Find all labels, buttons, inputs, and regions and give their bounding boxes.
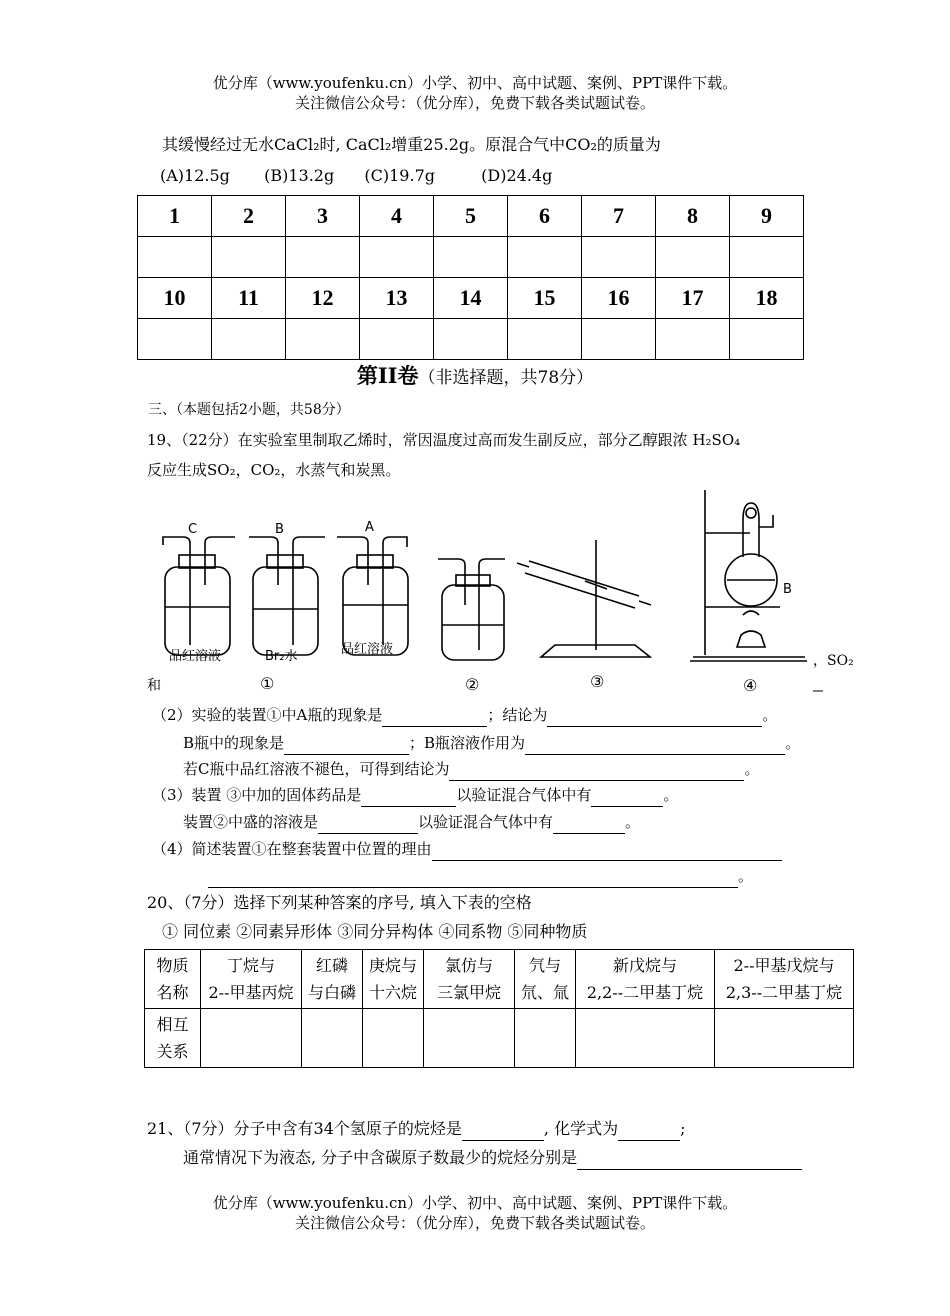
answer-number: 15	[508, 278, 582, 319]
relation-cell[interactable]	[576, 1009, 715, 1068]
pair-text: 十六烷	[368, 983, 417, 1002]
q21-text-a: 21、（7分）分子中含有34个氢原子的烷烃是	[147, 1119, 462, 1138]
answer-cell[interactable]	[508, 319, 582, 360]
bottle-2-icon	[438, 559, 505, 660]
option-c: (C)19.7g	[364, 166, 435, 185]
footer-line-1: 优分库（www.youfenku.cn）小学、初中、高中试题、案例、PPT课件下载。	[212, 1194, 738, 1212]
q19-line-1: 19、（22分）在实验室里制取乙烯时，常因温度过高而发生副反应，部分乙醇跟浓 H₂SO₄	[147, 431, 741, 449]
pair-text: 氕与	[528, 956, 561, 975]
pair-text: 新戊烷与	[612, 956, 677, 975]
pair-text: 三氯甲烷	[436, 983, 501, 1002]
answer-cell[interactable]	[212, 319, 286, 360]
bottle-c-icon	[163, 537, 235, 655]
relation-cell[interactable]	[715, 1009, 854, 1068]
header-cell	[145, 950, 201, 1009]
answer-number: 4	[360, 196, 434, 237]
answer-number: 3	[286, 196, 360, 237]
pair-text: 氯仿与	[444, 956, 493, 975]
header-text: 物质	[156, 956, 189, 975]
flask-apparatus-icon	[690, 490, 807, 661]
answer-number: 8	[656, 196, 730, 237]
pair-text: 2--甲基丙烷	[208, 983, 294, 1002]
answer-numbers-row-2	[138, 278, 804, 319]
pair-cell	[424, 950, 515, 1009]
answer-blank-row-1	[138, 237, 804, 278]
q19-line-2: 反应生成SO₂，CO₂，水蒸气和炭黑。	[147, 461, 401, 479]
pair-cell	[302, 950, 363, 1009]
answer-cell[interactable]	[286, 237, 360, 278]
bottle-label-c: 品红溶液	[169, 649, 222, 664]
header-line-2: 关注微信公众号：（优分库），免费下载各类试题试卷。	[294, 94, 655, 112]
blank[interactable]	[318, 815, 418, 834]
relation-table	[144, 949, 854, 1068]
relation-cell[interactable]	[515, 1009, 576, 1068]
q20-options: ① 同位素 ②同素异形体 ③同分异构体 ④同系物 ⑤同种物质	[162, 922, 588, 941]
side-text: ，SO₂	[813, 653, 854, 669]
answer-numbers-row-1	[138, 196, 804, 237]
answer-number: 9	[730, 196, 804, 237]
q19-p4-text: （4）简述装置①在整套装置中位置的理由	[152, 840, 432, 858]
answer-cell[interactable]	[730, 237, 804, 278]
q19-p3-line-a	[152, 783, 678, 807]
pair-cell	[576, 950, 715, 1009]
answer-number: 5	[434, 196, 508, 237]
relation-cell[interactable]	[302, 1009, 363, 1068]
q19-p3a-text: （3）装置 ③中加的固体药品是	[152, 786, 362, 804]
q21-text-b: , 化学式为	[543, 1119, 619, 1138]
pair-text: 庚烷与	[368, 956, 417, 975]
pair-text: 与白磷	[307, 983, 356, 1002]
relation-text: 关系	[156, 1042, 189, 1061]
substance-row	[145, 950, 854, 1009]
q19-p3-line-b	[183, 810, 640, 834]
answer-cell[interactable]	[508, 237, 582, 278]
answer-number: 14	[434, 278, 508, 319]
relation-cell[interactable]	[363, 1009, 424, 1068]
pair-cell	[715, 950, 854, 1009]
answer-number: 13	[360, 278, 434, 319]
blank[interactable]	[361, 788, 456, 807]
answer-cell[interactable]	[730, 319, 804, 360]
footer-line-2: 关注微信公众号：（优分库），免费下载各类试题试卷。	[294, 1214, 655, 1232]
relation-row	[145, 1009, 854, 1068]
option-d: (D)24.4g	[481, 166, 553, 185]
apparatus-number-3: ③	[590, 672, 605, 691]
answer-number: 12	[286, 278, 360, 319]
pair-text: 丁烷与	[226, 956, 275, 975]
q19-p3b-text: 装置②中盛的溶液是	[183, 813, 319, 831]
bottle-label-b: Br₂水	[265, 649, 298, 664]
answer-cell[interactable]	[138, 319, 212, 360]
pair-text: 红磷	[315, 956, 348, 975]
blank[interactable]	[208, 869, 738, 888]
q19-p3b-text-2: 以验证混合气体中有	[418, 813, 554, 831]
blank[interactable]	[577, 1151, 802, 1170]
q19-p3a-text-2: 以验证混合气体中有	[456, 786, 592, 804]
apparatus-number-4: ④	[743, 676, 758, 695]
flask-label: B	[783, 582, 792, 597]
answer-number: 7	[582, 196, 656, 237]
section-title	[0, 360, 950, 390]
q19-p4-line	[152, 837, 782, 861]
q21-line-1	[147, 1117, 685, 1141]
relation-cell[interactable]	[201, 1009, 302, 1068]
answer-number: 16	[582, 278, 656, 319]
option-a: (A)12.5g	[160, 166, 230, 185]
pair-cell	[363, 950, 424, 1009]
blank[interactable]	[432, 842, 782, 861]
answer-cell[interactable]	[582, 237, 656, 278]
q19-p2c-text: 若C瓶中品红溶液不褪色，可得到结论为	[183, 760, 450, 778]
blank[interactable]	[618, 1122, 680, 1141]
answer-number: 6	[508, 196, 582, 237]
header-line-1: 优分库（www.youfenku.cn）小学、初中、高中试题、案例、PPT课件下载。	[212, 74, 738, 92]
blank[interactable]	[382, 708, 487, 727]
tube-stand-icon	[517, 540, 651, 657]
bottle-a-icon	[337, 537, 408, 655]
pair-text: 2,3--二甲基丁烷	[725, 983, 843, 1002]
blank[interactable]	[525, 736, 785, 755]
section-title-main: 第II卷	[356, 363, 419, 388]
header-text: 名称	[156, 983, 189, 1002]
answer-number: 18	[730, 278, 804, 319]
q18-options	[160, 164, 552, 188]
pair-text: 2,2--二甲基丁烷	[586, 983, 704, 1002]
bottle-label-a: 品红溶液	[341, 642, 394, 657]
blank[interactable]	[449, 762, 744, 781]
period: 。	[744, 760, 760, 778]
period: 。	[785, 734, 801, 752]
q21-text-2: 通常情况下为液态, 分子中含碳原子数最少的烷烃分别是	[183, 1148, 578, 1167]
answer-number: 2	[212, 196, 286, 237]
q19-p2a-text: （2）实验的装置①中A瓶的现象是	[152, 706, 383, 724]
bottle-letter-b: B	[275, 522, 284, 537]
answer-blank-row-2	[138, 319, 804, 360]
period: 。	[738, 867, 754, 885]
answer-number: 11	[212, 278, 286, 319]
answer-cell[interactable]	[434, 237, 508, 278]
section-title-sub: （非选择题，共78分）	[418, 368, 594, 388]
answer-cell[interactable]	[582, 319, 656, 360]
bottle-letter-c: C	[188, 522, 198, 537]
q21-text-c: ;	[680, 1119, 686, 1138]
answer-cell[interactable]	[360, 237, 434, 278]
blank[interactable]	[591, 788, 663, 807]
answer-number: 10	[138, 278, 212, 319]
answer-cell[interactable]	[212, 237, 286, 278]
answer-cell[interactable]	[656, 319, 730, 360]
q19-p2-line-a	[152, 703, 777, 727]
q19-p2a-text-2: ；结论为	[487, 706, 548, 724]
blank[interactable]	[553, 815, 625, 834]
blank[interactable]	[462, 1122, 544, 1141]
option-b: (B)13.2g	[264, 166, 335, 185]
cut-char: 和	[147, 678, 161, 694]
answer-table	[137, 195, 804, 360]
pair-text: 氘、氚	[520, 983, 569, 1002]
apparatus-number-2: ②	[465, 675, 480, 694]
relation-header	[145, 1009, 201, 1068]
relation-text: 相互	[156, 1015, 189, 1034]
q19-p2-line-c	[183, 757, 760, 781]
answer-cell[interactable]	[656, 237, 730, 278]
q19-p2b-text: B瓶中的现象是	[183, 734, 285, 752]
pair-cell	[515, 950, 576, 1009]
period: 。	[762, 706, 778, 724]
answer-number: 17	[656, 278, 730, 319]
relation-cell[interactable]	[424, 1009, 515, 1068]
pair-text: 2--甲基戊烷与	[733, 956, 835, 975]
period: 。	[663, 786, 679, 804]
q19-p2-line-b	[183, 731, 800, 755]
pair-cell	[201, 950, 302, 1009]
answer-cell[interactable]	[138, 237, 212, 278]
blank[interactable]	[284, 736, 409, 755]
blank[interactable]	[547, 708, 762, 727]
bottle-letter-a: A	[365, 520, 374, 535]
q18-text: 其缓慢经过无水CaCl₂时, CaCl₂增重25.2g。原混合气中CO₂的质量为	[162, 135, 661, 154]
answer-cell[interactable]	[434, 319, 508, 360]
period: 。	[625, 813, 641, 831]
answer-cell[interactable]	[286, 319, 360, 360]
q19-p2b-text-2: ；B瓶溶液作用为	[409, 734, 526, 752]
answer-number: 1	[138, 196, 212, 237]
bottle-b-icon	[249, 537, 325, 655]
q20-line-1: 20、（7分）选择下列某种答案的序号, 填入下表的空格	[147, 893, 532, 912]
q19-p4-line-2	[208, 864, 753, 888]
apparatus-number-1: ①	[260, 674, 275, 693]
apparatus-figure	[145, 485, 854, 695]
answer-cell[interactable]	[360, 319, 434, 360]
q21-line-2	[183, 1146, 802, 1170]
part-3-title: 三、（本题包括2小题，共58分）	[148, 402, 350, 418]
